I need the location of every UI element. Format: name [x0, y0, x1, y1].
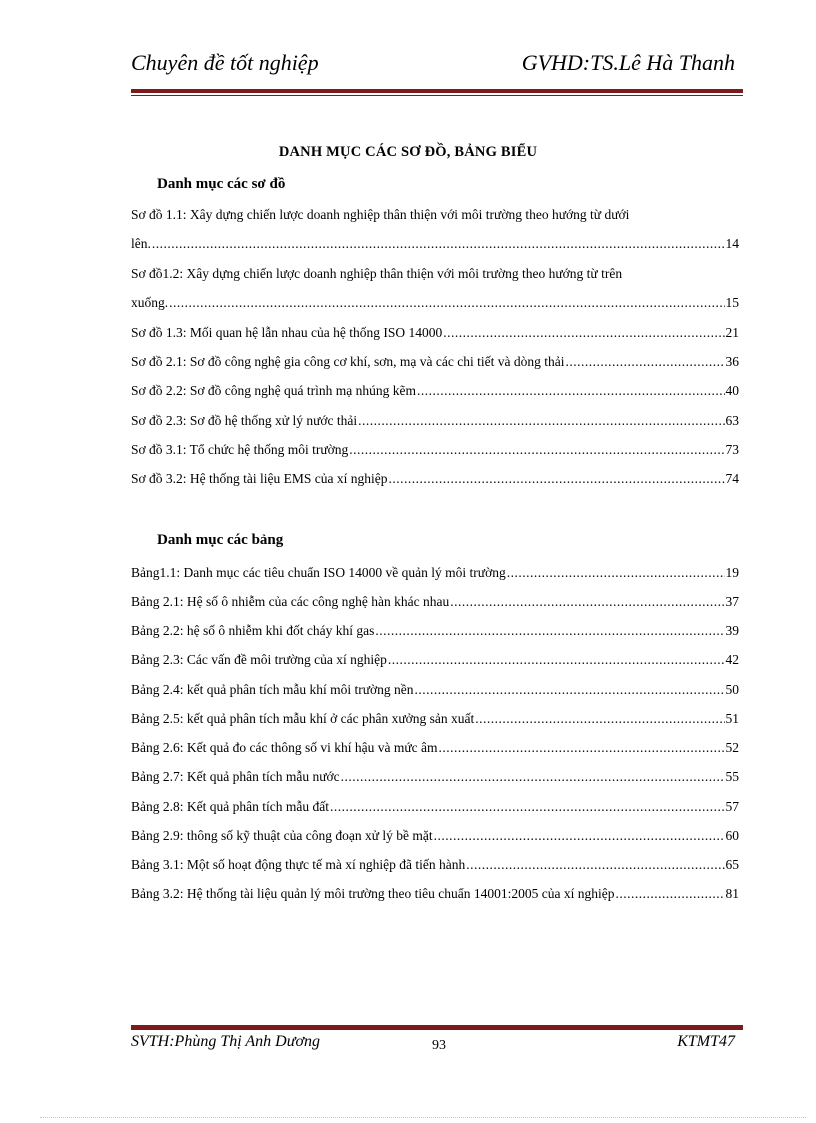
toc-entry-text: Bảng 2.4: kết quả phân tích mẫu khí môi trường nền [131, 682, 414, 697]
leader-dots [388, 652, 725, 668]
diagrams-heading: Danh mục các sơ đồ [157, 176, 286, 192]
header-right: GVHD:TS.Lê Hà Thanh [521, 50, 735, 75]
leader-dots [341, 769, 725, 785]
header-left: Chuyên đề tốt nghiệp [131, 50, 319, 75]
page-title: DANH MỤC CÁC SƠ ĐỒ, BẢNG BIỂU [278, 144, 538, 160]
toc-entry-page: 65 [725, 857, 739, 872]
toc-entry-text: Bảng 2.9: thông số kỹ thuật của công đoạn xử lý bề mặt [131, 828, 433, 843]
leader-dots [439, 740, 725, 756]
toc-entry-page: 21 [725, 325, 739, 340]
leader-dots [475, 711, 724, 727]
footer-author: SVTH:Phùng Thị Anh Dương [131, 1033, 320, 1050]
toc-entry-text: Sơ đồ 3.1: Tổ chức hệ thống môi trường [131, 442, 349, 457]
toc-entry-page: 37 [725, 594, 739, 609]
toc-entry-page: 73 [725, 442, 739, 457]
toc-entry-table-2-2[interactable] [131, 623, 739, 639]
toc-entry-table-3-1[interactable] [131, 857, 739, 873]
toc-entry-text: Bảng 2.7: Kết quả phân tích mẫu nước [131, 769, 340, 784]
toc-entry-text: Sơ đồ 1.1: Xây dựng chiến lược doanh nghiệp thân thiện với môi trường theo hướng từ dưới [131, 207, 630, 222]
toc-entry-text: Sơ đồ1.2: Xây dựng chiến lược doanh nghiệp thân thiện với môi trường theo hướng từ trên [131, 266, 623, 281]
toc-entry-page: 14 [725, 236, 739, 251]
leader-dots [169, 295, 724, 311]
toc-entry-table-2-5[interactable] [131, 711, 739, 727]
header-rule [131, 89, 743, 96]
toc-entry-page: 63 [725, 413, 739, 428]
toc-entry-text: Sơ đồ 2.2: Sơ đồ công nghệ quá trình mạ nhúng kẽm [131, 383, 417, 398]
toc-entry-page: 52 [725, 740, 739, 755]
leader-dots [466, 857, 724, 873]
leader-dots [616, 886, 725, 902]
toc-entry-diagram-1-1[interactable] [131, 207, 739, 252]
toc-entry-text: Bảng 3.1: Một số hoạt động thực tế mà xí nghiệp đã tiến hành [131, 857, 466, 872]
tables-heading: Danh mục các bảng [157, 532, 284, 548]
toc-entry-page: 55 [725, 769, 739, 784]
toc-entry-text: Sơ đồ 3.2: Hệ thống tài liệu EMS của xí nghiệp [131, 471, 388, 486]
toc-entry-diagram-3-1[interactable] [131, 442, 739, 458]
toc-entry-text: Bảng 2.6: Kết quả đo các thông số vi khí hậu và mức âm [131, 740, 438, 755]
toc-entry-page: 81 [725, 886, 739, 901]
toc-entry-text: Bảng 2.2: hệ số ô nhiễm khi đốt cháy khí gas [131, 623, 375, 638]
toc-entry-text: Bảng 2.1: Hệ số ô nhiễm của các công nghệ hàn khác nhau [131, 594, 450, 609]
leader-dots [450, 594, 724, 610]
toc-entry-page: 60 [725, 828, 739, 843]
toc-entry-text: Bảng 2.3: Các vấn đề môi trường của xí nghiệp [131, 652, 387, 667]
toc-entry-text: Sơ đồ 1.3: Mối quan hệ lẫn nhau của hệ thống ISO 14000 [131, 325, 443, 340]
toc-entry-table-2-1[interactable] [131, 594, 739, 610]
page-bottom-divider [40, 1117, 806, 1118]
toc-entry-page: 39 [725, 623, 739, 638]
toc-entry-table-1-1[interactable] [131, 565, 739, 581]
toc-entry-page: 40 [725, 383, 739, 398]
toc-entry-text-cont: xuống. [131, 295, 169, 310]
leader-dots [417, 383, 724, 399]
toc-entry-table-2-4[interactable] [131, 682, 739, 698]
leader-dots [330, 799, 725, 815]
footer-class: KTMT47 [677, 1033, 735, 1050]
toc-entry-text: Bảng1.1: Danh mục các tiêu chuẩn ISO 14000 về quản lý môi trường [131, 565, 506, 580]
toc-entry-text: Sơ đồ 2.1: Sơ đồ công nghệ gia công cơ khí, sơn, mạ và các chi tiết và dòng thải [131, 354, 565, 369]
toc-entry-page: 51 [725, 711, 739, 726]
toc-entry-diagram-3-2[interactable] [131, 471, 739, 487]
toc-entry-diagram-1-3[interactable] [131, 325, 739, 341]
toc-entry-text: Bảng 2.8: Kết quả phân tích mẫu đất [131, 799, 329, 814]
leader-dots [443, 325, 724, 341]
page-number: 93 [432, 1038, 446, 1053]
toc-entry-page: 50 [725, 682, 739, 697]
toc-entry-page: 42 [725, 652, 739, 667]
leader-dots [565, 354, 724, 370]
toc-entry-page: 36 [725, 354, 739, 369]
leader-dots [434, 828, 725, 844]
toc-entry-diagram-2-2[interactable] [131, 383, 739, 399]
footer-rule [131, 1023, 743, 1030]
toc-entry-text: Bảng 3.2: Hệ thống tài liệu quản lý môi trường theo tiêu chuẩn 14001:2005 của xí nghiệp [131, 886, 615, 901]
leader-dots [415, 682, 725, 698]
toc-entry-page: 19 [725, 565, 739, 580]
leader-dots [375, 623, 724, 639]
toc-entry-diagram-2-3[interactable] [131, 413, 739, 429]
leader-dots [389, 471, 725, 487]
toc-entry-table-2-6[interactable] [131, 740, 739, 756]
toc-entry-page: 15 [725, 295, 739, 310]
leader-dots [349, 442, 724, 458]
toc-entry-table-2-9[interactable] [131, 828, 739, 844]
leader-dots [507, 565, 725, 581]
toc-entry-table-2-8[interactable] [131, 799, 739, 815]
toc-entry-table-3-2[interactable] [131, 886, 739, 902]
toc-entry-table-2-3[interactable] [131, 652, 739, 668]
leader-dots [358, 413, 724, 429]
toc-entry-page: 57 [725, 799, 739, 814]
toc-entry-text-cont: lên. [131, 236, 151, 251]
toc-entry-page: 74 [725, 471, 739, 486]
leader-dots [152, 236, 725, 252]
toc-entry-text: Bảng 2.5: kết quả phân tích mẫu khí ở các phân xưởng sản xuất [131, 711, 475, 726]
toc-entry-text: Sơ đồ 2.3: Sơ đồ hệ thống xử lý nước thải [131, 413, 358, 428]
toc-entry-table-2-7[interactable] [131, 769, 739, 785]
toc-entry-diagram-2-1[interactable] [131, 354, 739, 370]
toc-entry-diagram-1-2[interactable] [131, 266, 739, 311]
